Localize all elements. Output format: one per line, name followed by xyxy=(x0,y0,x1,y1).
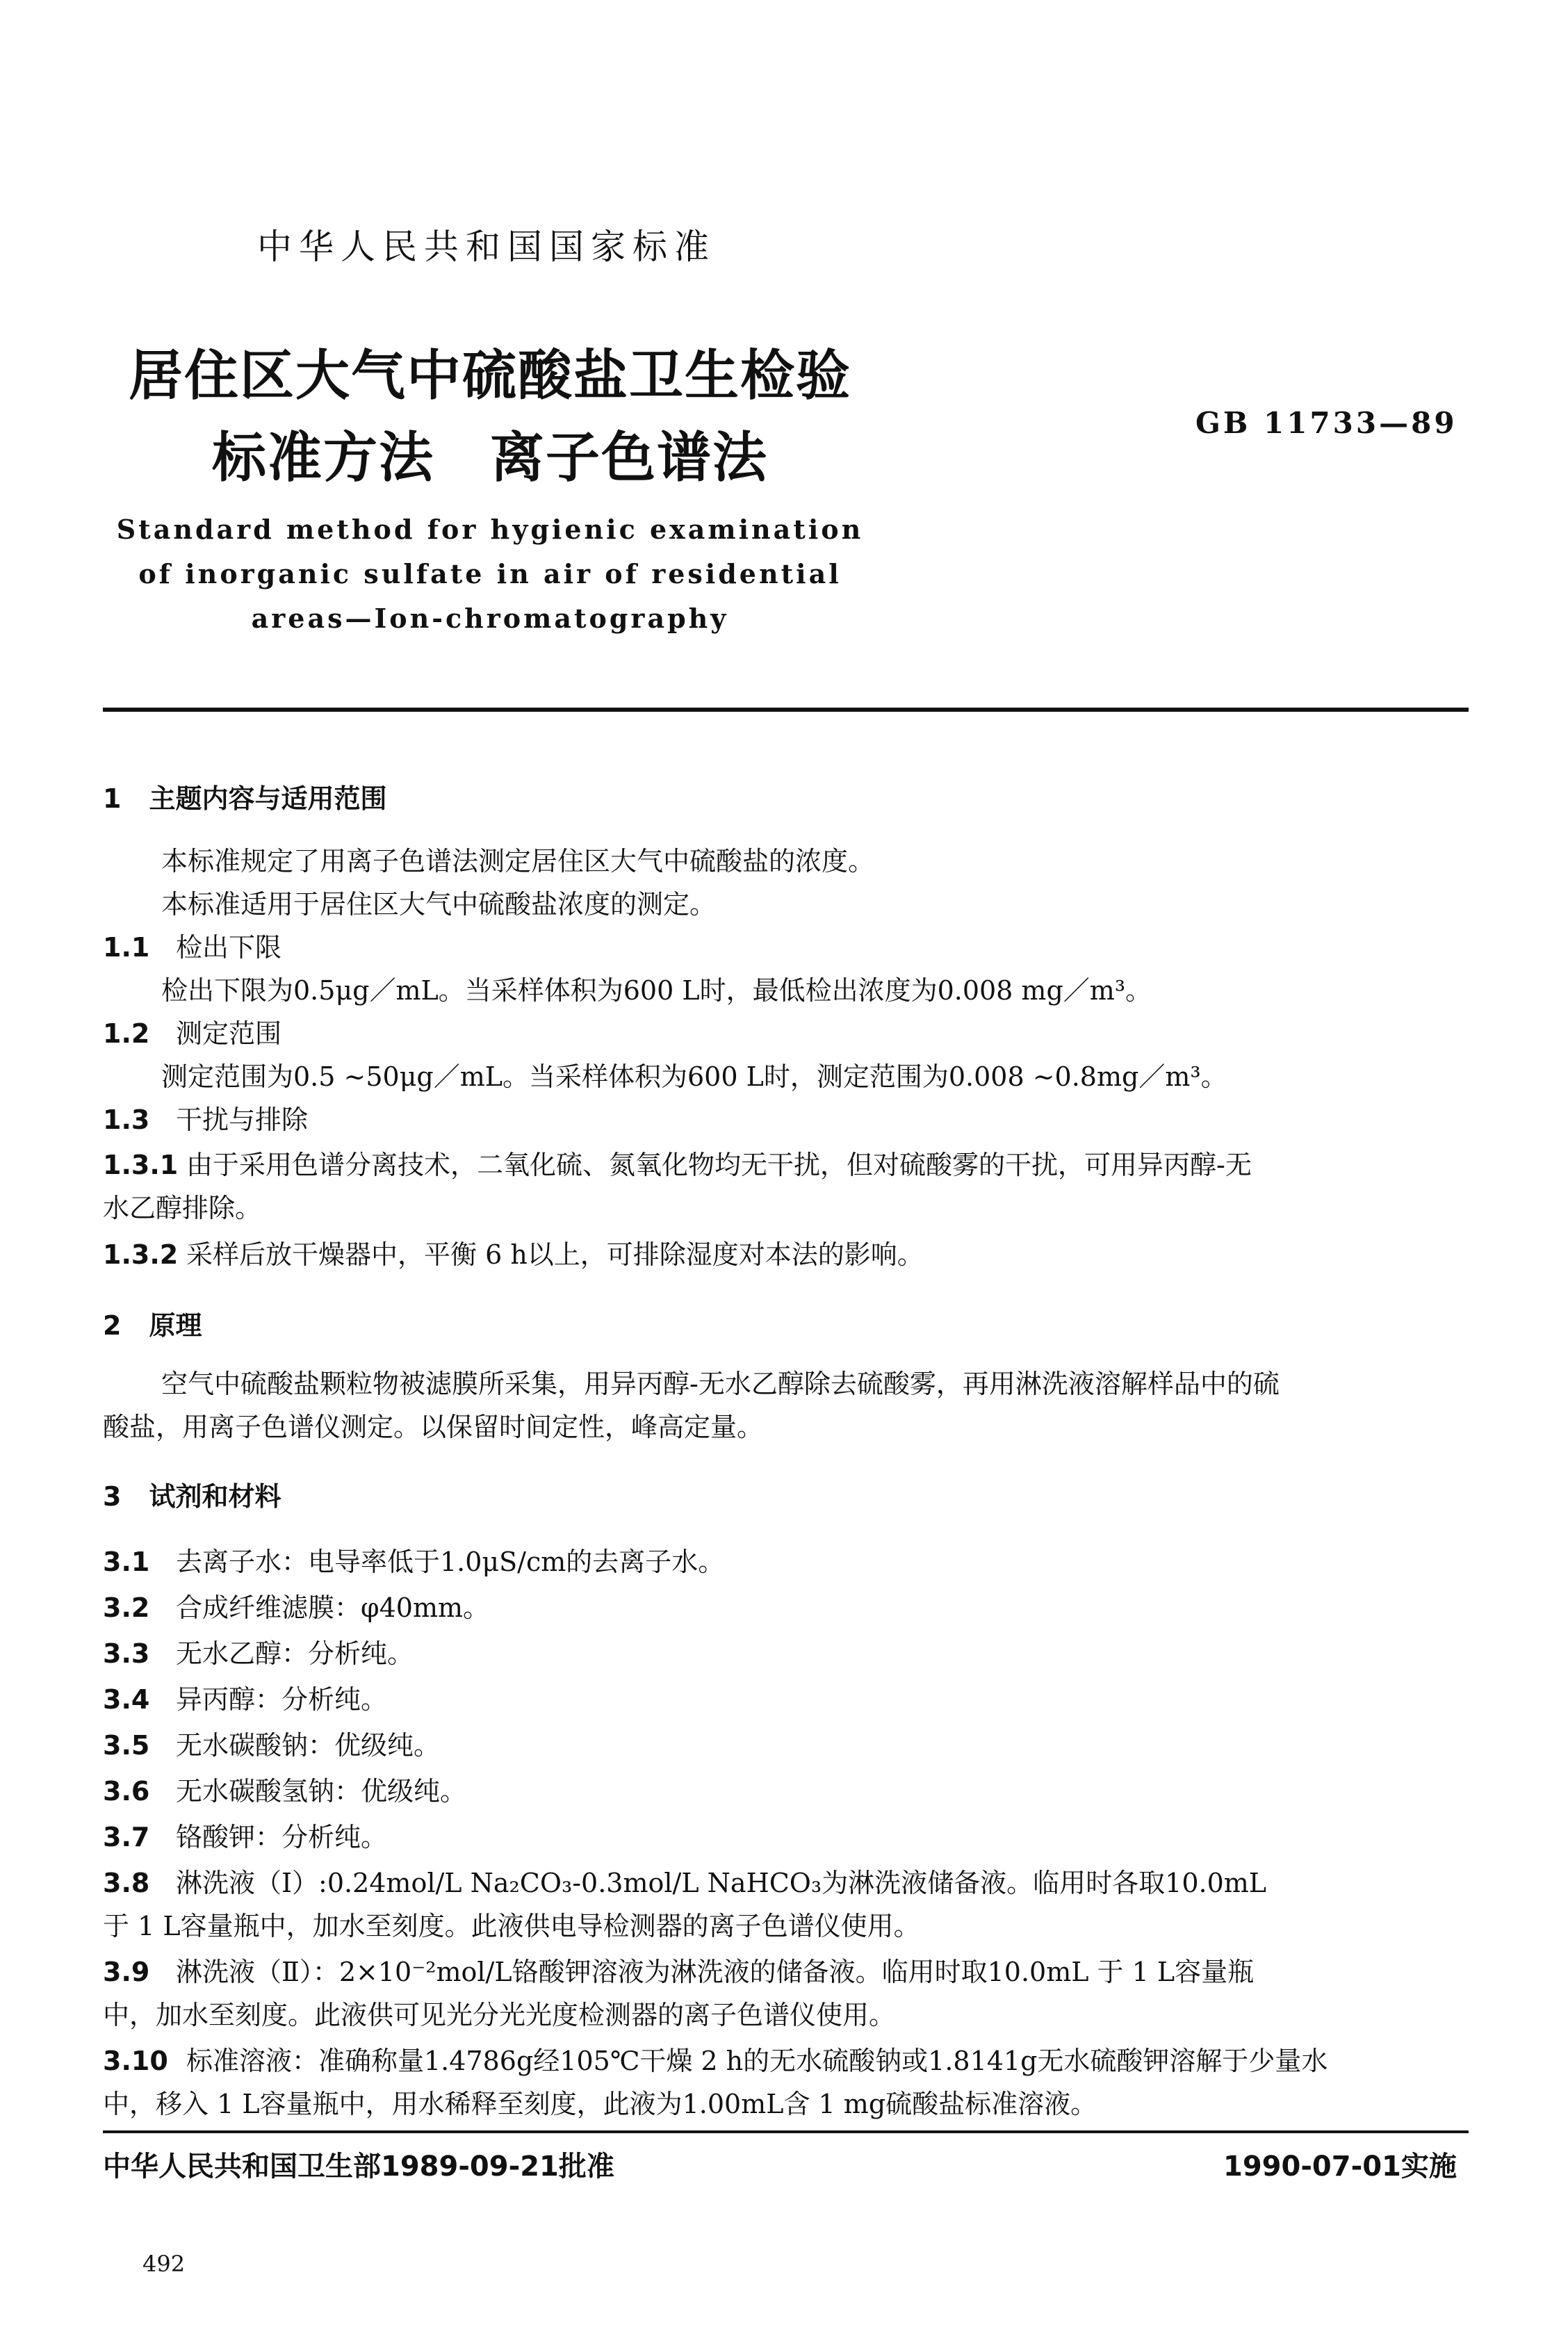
clause-text: 标准溶液：准确称量1.4786g经105℃干燥 2 h的无水硫酸钠或1.8141g无水硫酸钾溶解于少量水 xyxy=(186,2046,1328,2076)
clause-number: 3.4 xyxy=(103,1684,150,1715)
clause-number: 1.3.1 xyxy=(103,1150,179,1180)
clause-title: 测定范围 xyxy=(176,1018,282,1049)
clause-text: 由于采用色谱分离技术，二氧化硫、氮氧化物均无干扰，但对硫酸雾的干扰，可用异丙醇-无 xyxy=(186,1150,1252,1180)
s1-3-1-line-1 xyxy=(103,1143,1252,1187)
top-rule xyxy=(103,708,1469,712)
clause-number: 3.7 xyxy=(103,1822,150,1852)
s1-paragraph-1: 本标准规定了用离子色谱法测定居住区大气中硫酸盐的浓度。 xyxy=(161,846,875,877)
clause-text: 无水碳酸钠：优级纯。 xyxy=(176,1730,441,1761)
section-title: 原理 xyxy=(149,1310,202,1341)
clause-text: 淋洗液（Ⅰ）:0.24mol/L Na₂CO₃-0.3mol/L NaHCO₃为淋洗液储备液。临用时各取10.0mL xyxy=(176,1868,1267,1898)
s3-9-line-1 xyxy=(103,1950,1254,1994)
english-title-line-3: areas—Ion-chromatography xyxy=(251,603,729,634)
s3-4 xyxy=(103,1678,387,1721)
clause-text: 采样后放干燥器中，平衡 6 h以上，可排除湿度对本法的影响。 xyxy=(186,1239,924,1270)
clause-number: 1.3.2 xyxy=(103,1239,179,1270)
standard-number: GB 11733—89 xyxy=(1195,406,1457,440)
approval-line: 中华人民共和国卫生部1989-09-21批准 xyxy=(103,2151,614,2183)
section-2-heading xyxy=(103,1304,202,1342)
s3-5 xyxy=(103,1724,440,1767)
section-number: 3 xyxy=(103,1481,122,1512)
clause-text: 铬酸钾：分析纯。 xyxy=(176,1822,388,1852)
clause-number: 3.8 xyxy=(103,1868,150,1898)
clause-number: 1.1 xyxy=(103,932,150,963)
clause-number: 3.9 xyxy=(103,1957,150,1987)
issuing-body: 中华人民共和国国家标准 xyxy=(257,227,716,267)
s1-3-2 xyxy=(103,1233,924,1276)
clause-number: 3.6 xyxy=(103,1776,150,1807)
s1-2-heading xyxy=(103,1012,281,1055)
s2-text-line-1: 空气中硫酸盐颗粒物被滤膜所采集，用异丙醇-无水乙醇除去硫酸雾，再用淋洗液溶解样品中的硫 xyxy=(161,1369,1280,1399)
s2-text-line-2: 酸盐，用离子色谱仪测定。以保留时间定性，峰高定量。 xyxy=(103,1412,764,1442)
clause-number: 3.5 xyxy=(103,1730,150,1761)
clause-number: 3.3 xyxy=(103,1638,150,1669)
s1-3-heading xyxy=(103,1098,308,1141)
clause-text: 无水乙醇：分析纯。 xyxy=(176,1638,414,1669)
s3-8-line-2: 于 1 L容量瓶中，加水至刻度。此液供电导检测器的离子色谱仪使用。 xyxy=(103,1911,920,1941)
english-title-line-2: of inorganic sulfate in air of residential xyxy=(138,558,842,589)
clause-number: 1.2 xyxy=(103,1018,150,1049)
section-number: 1 xyxy=(103,783,122,814)
clause-title: 干扰与排除 xyxy=(176,1104,309,1135)
clause-text: 异丙醇：分析纯。 xyxy=(176,1684,388,1715)
s3-10-line-1 xyxy=(103,2039,1328,2082)
section-1-heading xyxy=(103,777,386,815)
s1-1-text: 检出下限为0.5μg／mL。当采样体积为600 L时，最低检出浓度为0.008 mg／m³。 xyxy=(161,975,1152,1006)
s3-9-line-2: 中，加水至刻度。此液供可见光分光光度检测器的离子色谱仪使用。 xyxy=(103,2000,896,2030)
s1-paragraph-2: 本标准适用于居住区大气中硫酸盐浓度的测定。 xyxy=(161,889,717,920)
clause-number: 3.1 xyxy=(103,1547,150,1577)
section-3-heading xyxy=(103,1475,281,1513)
section-title: 试剂和材料 xyxy=(149,1481,281,1512)
clause-number: 3.10 xyxy=(103,2046,168,2076)
clause-number: 1.3 xyxy=(103,1104,150,1135)
clause-text: 合成纤维滤膜：φ40mm。 xyxy=(176,1592,490,1623)
page-number: 492 xyxy=(142,2251,186,2277)
s3-1 xyxy=(103,1540,724,1583)
s1-3-1-line-2: 水乙醇排除。 xyxy=(103,1193,262,1223)
bottom-rule xyxy=(103,2130,1469,2133)
section-title: 主题内容与适用范围 xyxy=(149,783,387,814)
english-title-line-1: Standard method for hygienic examination xyxy=(116,514,864,545)
clause-title: 检出下限 xyxy=(176,932,282,963)
clause-number: 3.2 xyxy=(103,1592,150,1623)
clause-text: 无水碳酸氢钠：优级纯。 xyxy=(176,1776,467,1807)
s3-8-line-1 xyxy=(103,1861,1266,1905)
english-title xyxy=(0,507,980,641)
clause-text: 淋洗液（Ⅱ）：2×10⁻²mol/L铬酸钾溶液为淋洗液的储备液。临用时取10.0mL 于 1 L容量瓶 xyxy=(176,1957,1255,1987)
title-line-2: 标准方法 离子色谱法 xyxy=(211,427,768,489)
s1-2-text: 测定范围为0.5 ~50μg／mL。当采样体积为600 L时，测定范围为0.008 ~0.8mg／m³。 xyxy=(161,1061,1227,1092)
title-line-1: 居住区大气中硫酸盐卫生检验 xyxy=(128,345,851,407)
s3-7 xyxy=(103,1816,387,1859)
s1-1-heading xyxy=(103,926,281,969)
s3-10-line-2: 中，移入 1 L容量瓶中，用水稀释至刻度，此液为1.00mL含 1 mg硫酸盐标准溶液。 xyxy=(103,2089,1097,2119)
s3-3 xyxy=(103,1632,414,1675)
s3-2 xyxy=(103,1586,489,1629)
clause-text: 去离子水：电导率低于1.0μS/cm的去离子水。 xyxy=(176,1547,725,1577)
s3-6 xyxy=(103,1770,466,1813)
effective-date: 1990-07-01实施 xyxy=(1223,2151,1457,2183)
section-number: 2 xyxy=(103,1310,122,1341)
